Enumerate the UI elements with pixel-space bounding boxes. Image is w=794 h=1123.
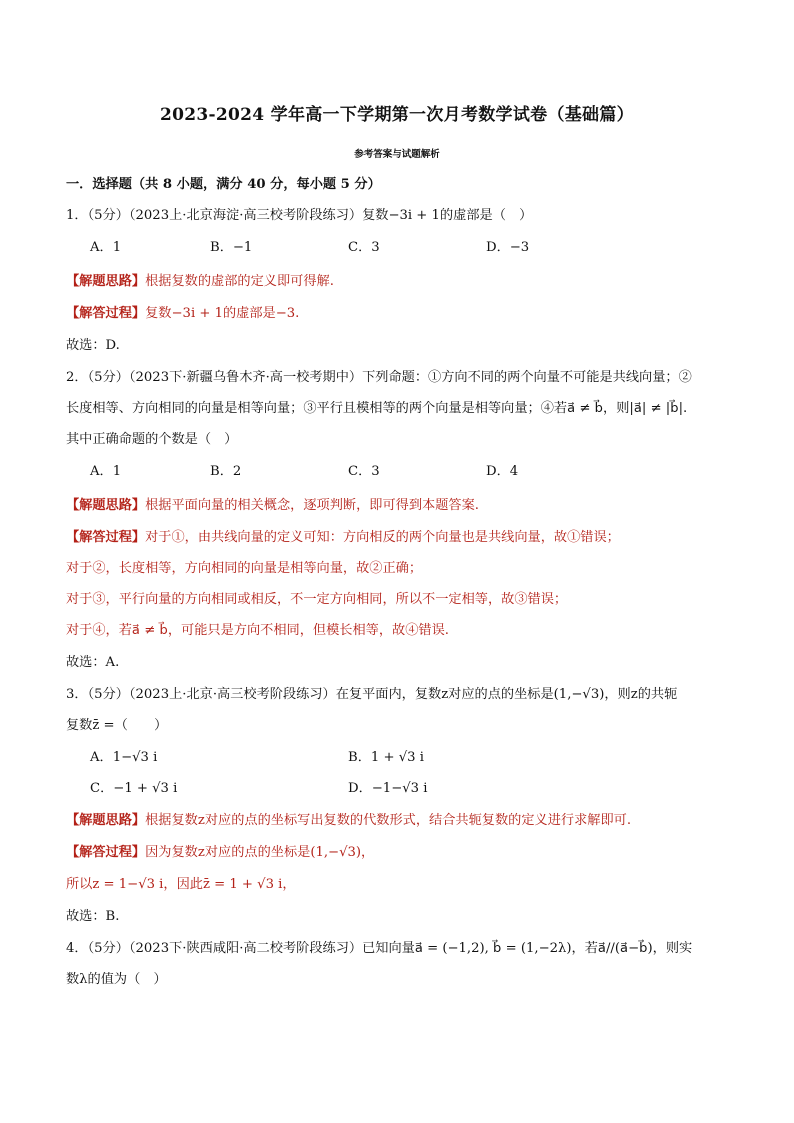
q1-option-d: D．−3 (486, 240, 530, 255)
page-subtitle: 参考答案与试题解析 (354, 149, 440, 160)
q1-option-c: C．3 (348, 240, 380, 255)
process-text: 因为复数z对应的点的坐标是(1,−√3)， (145, 845, 375, 860)
q3-idea (66, 811, 631, 831)
q3-option-c: C．−1 + √3 i (90, 781, 178, 796)
q2-option-b: B．2 (210, 464, 242, 479)
q1-idea (66, 272, 334, 292)
q3-option-b: B．1 + √3 i (348, 750, 424, 765)
q1-option-b: B．−1 (210, 240, 253, 255)
q2-process-4: 对于④，若a⃗ ≠ b⃗，可能只是方向不相同，但模长相等，故④错误. (66, 623, 449, 638)
q3-answer: 故选：B. (66, 909, 120, 924)
q3-option-a: A．1−√3 i (90, 750, 158, 765)
idea-text: 根据复数z对应的点的坐标写出复数的代数形式，结合共轭复数的定义进行求解即可. (145, 813, 632, 828)
q2-process-1 (66, 528, 620, 548)
idea-tag: 【解题思路】 (66, 274, 146, 289)
q3-stem-line2: 复数z̄ =（ ） (66, 718, 168, 733)
q1-process (66, 304, 299, 324)
process-tag: 【解答过程】 (66, 306, 146, 321)
process-text: 复数−3i + 1的虚部是−3. (145, 306, 300, 321)
q2-option-c: C．3 (348, 464, 380, 479)
q3-stem-line1: 3．（5分）（2023上·北京·高三校考阶段练习）在复平面内，复数z对应的点的坐标是(1,−√3)，则z的共轭 (66, 687, 678, 702)
q1-option-a: A．1 (90, 240, 122, 255)
q2-process-2: 对于②，长度相等，方向相同的向量是相等向量，故②正确； (66, 561, 423, 576)
idea-tag: 【解题思路】 (66, 498, 146, 513)
process-text: 对于①，由共线向量的定义可知：方向相反的两个向量也是共线向量，故①错误； (145, 530, 620, 545)
q4-stem-line1: 4．（5分）（2023下·陕西咸阳·高二校考阶段练习）已知向量a⃗ = (−1,2), b⃗ = (1,−2λ)，若a⃗//(a⃗−b⃗)，则实 (66, 941, 693, 956)
process-tag: 【解答过程】 (66, 845, 146, 860)
q2-option-d: D．4 (486, 464, 519, 479)
q2-process-3: 对于③，平行向量的方向相同或相反，不一定方向相同，所以不一定相等，故③错误； (66, 592, 568, 607)
q3-process-1 (66, 843, 374, 863)
q2-stem-line2: 长度相等、方向相同的向量是相等向量；③平行且模相等的两个向量是相等向量；④若a⃗ ≠ b⃗，则|a⃗| ≠ |b⃗|. (66, 401, 688, 416)
page-title: 2023-2024 学年高一下学期第一次月考数学试卷（基础篇） (160, 105, 634, 125)
q3-process-2: 所以z = 1−√3 i，因此z̄ = 1 + √3 i， (66, 877, 296, 892)
q3-option-d: D．−1−√3 i (348, 781, 428, 796)
q2-answer: 故选：A. (66, 655, 120, 670)
section-heading: 一．选择题（共 8 小题，满分 40 分，每小题 5 分） (66, 177, 381, 192)
q2-stem-line1: 2．（5分）（2023下·新疆乌鲁木齐·高一校考期中）下列命题：①方向不同的两个向量不可能是共线向量；② (66, 370, 692, 385)
q2-idea (66, 496, 479, 516)
q2-option-a: A．1 (90, 464, 122, 479)
idea-text: 根据平面向量的相关概念，逐项判断，即可得到本题答案. (145, 498, 480, 513)
q4-stem-line2: 数λ的值为（ ） (66, 972, 167, 987)
process-tag: 【解答过程】 (66, 530, 146, 545)
q2-stem-line3: 其中正确命题的个数是（ ） (66, 432, 238, 447)
q1-stem: 1．（5分）（2023上·北京海淀·高三校考阶段练习）复数−3i + 1的虚部是（ ） (66, 208, 533, 223)
idea-tag: 【解题思路】 (66, 813, 146, 828)
q1-answer: 故选：D. (66, 338, 120, 353)
idea-text: 根据复数的虚部的定义即可得解. (145, 274, 334, 289)
